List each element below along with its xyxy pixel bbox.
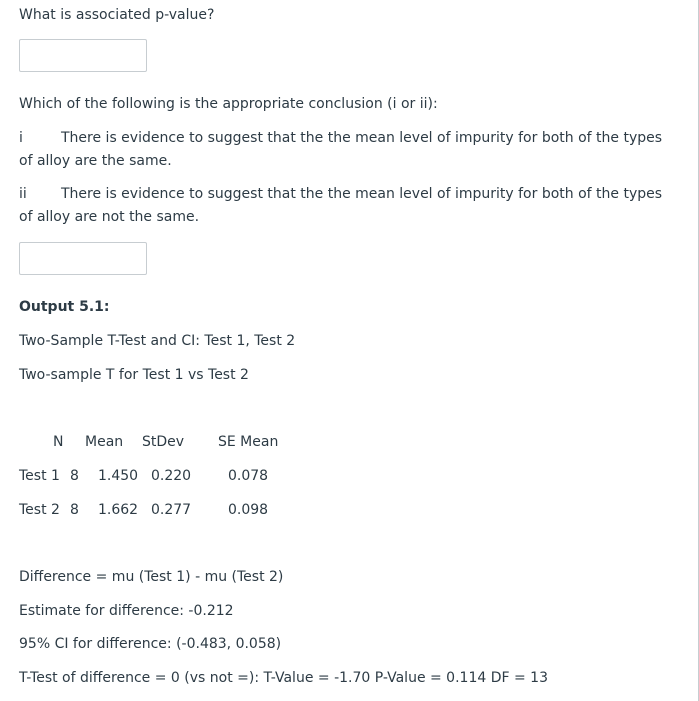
option-ii-number: ii — [19, 186, 27, 202]
option-i-number: i — [19, 130, 23, 146]
conclusion-answer-input[interactable] — [19, 242, 147, 275]
estimate-line: Estimate for difference: -0.212 — [19, 603, 234, 619]
table-header-mean: Mean — [85, 434, 124, 450]
table-cell-n: 8 — [70, 468, 79, 484]
ci-line: 95% CI for difference: (-0.483, 0.058) — [19, 636, 282, 652]
table-cell-n: 8 — [70, 502, 79, 518]
table-header-semean: SE Mean — [218, 434, 279, 450]
table-cell-mean: 1.662 — [98, 502, 139, 518]
pvalue-answer-input[interactable] — [19, 39, 147, 72]
option-i — [19, 127, 679, 173]
question-pvalue: What is associated p-value? — [19, 7, 215, 23]
table-header-stdev: StDev — [142, 434, 185, 450]
table-cell-semean: 0.098 — [228, 502, 269, 518]
option-ii-text: There is evidence to suggest that the the mean level of impurity for both of the types of alloy are not the same. — [19, 186, 663, 225]
table-row-label: Test 2 — [19, 502, 60, 518]
difference-line: Difference = mu (Test 1) - mu (Test 2) — [19, 569, 284, 585]
table-cell-stdev: 0.277 — [151, 502, 192, 518]
output-subtitle: Two-sample T for Test 1 vs Test 2 — [19, 367, 249, 383]
table-row-label: Test 1 — [19, 468, 60, 484]
ttest-line: T-Test of difference = 0 (vs not =): T-Value = -1.70 P-Value = 0.114 DF = 13 — [19, 670, 548, 686]
option-ii — [19, 183, 679, 229]
table-cell-semean: 0.078 — [228, 468, 269, 484]
option-i-text: There is evidence to suggest that the the mean level of impurity for both of the types of alloy are the same. — [19, 130, 663, 169]
output-title: Two-Sample T-Test and CI: Test 1, Test 2 — [19, 333, 296, 349]
output-heading: Output 5.1: — [19, 299, 110, 315]
question-conclusion: Which of the following is the appropriate conclusion (i or ii): — [19, 96, 438, 112]
table-cell-mean: 1.450 — [98, 468, 139, 484]
table-cell-stdev: 0.220 — [151, 468, 192, 484]
table-header-n: N — [53, 434, 64, 450]
